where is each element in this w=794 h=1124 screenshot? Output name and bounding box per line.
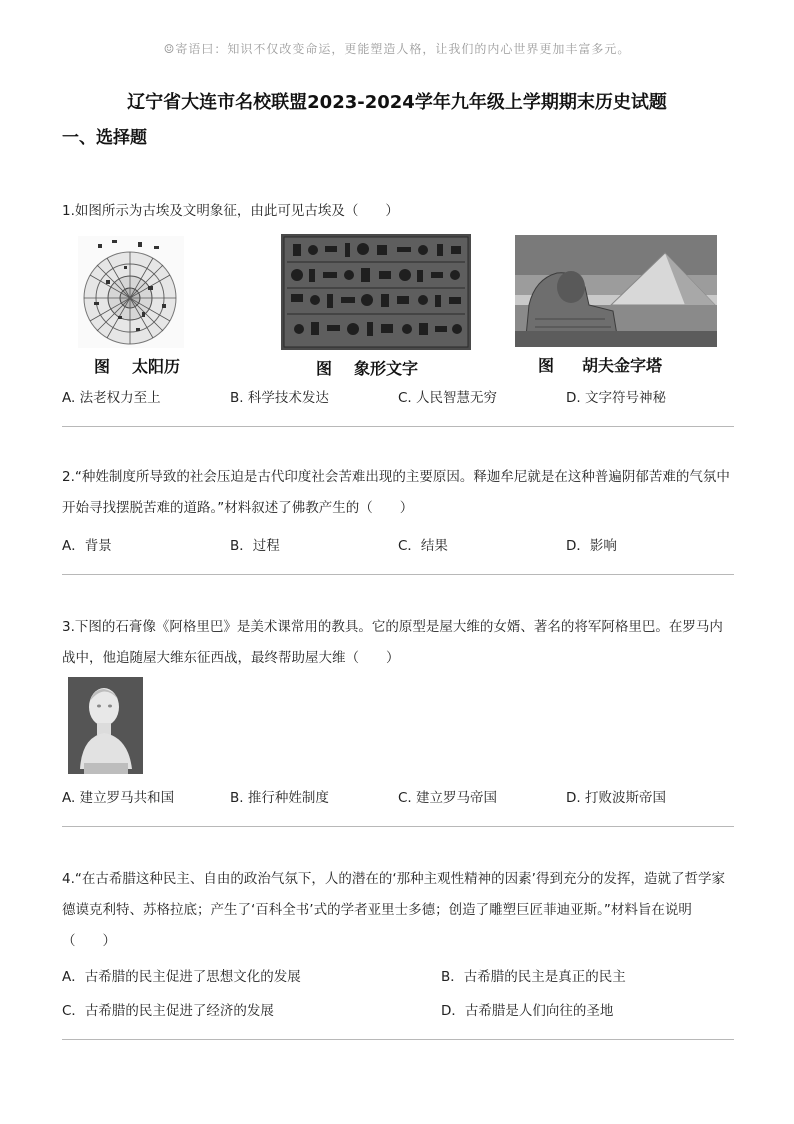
q4-option-a[interactable]: A．古希腊的民主促进了思想文化的发展	[62, 969, 301, 985]
section-heading: 一、选择题	[62, 128, 147, 148]
page-title: 辽宁省大连市名校联盟2023-2024学年九年级上学期期末历史试题	[127, 92, 667, 113]
q3-option-d[interactable]: D. 打败波斯帝国	[566, 790, 666, 806]
q3-option-b[interactable]: B. 推行种姓制度	[230, 790, 329, 806]
figure-1-caption-prefix: 图	[94, 357, 111, 376]
q4-option-d[interactable]: D．古希腊是人们向往的圣地	[441, 1003, 614, 1019]
q2-option-d[interactable]: D．影响	[566, 538, 617, 554]
plaster-bust-image	[68, 677, 143, 774]
figure-3-caption-prefix: 图	[538, 356, 555, 375]
q1-option-a[interactable]: A. 法老权力至上	[62, 390, 161, 406]
figure-2-caption-label: 象形文字	[354, 359, 419, 378]
q1-option-d[interactable]: D. 文字符号神秘	[566, 390, 666, 406]
divider	[62, 826, 734, 827]
hieroglyph-tablet-image	[281, 234, 471, 350]
solar-calendar-image	[78, 236, 184, 348]
q2-option-a[interactable]: A．背景	[62, 538, 112, 554]
q4-option-b[interactable]: B．古希腊的民主是真正的民主	[441, 969, 626, 985]
q1-option-b[interactable]: B. 科学技术发达	[230, 390, 329, 406]
figure-2-caption	[316, 356, 418, 379]
q3-option-c[interactable]: C. 建立罗马帝国	[398, 790, 498, 806]
question-4-stem: 4.“在古希腊这种民主、自由的政治气氛下，人的潜在的‘那种主观性精神的因素’得到充分的发挥，造就了哲学家德谟克利特、苏格拉底；产生了‘百科全书’式的学者亚里士多德；创造了雕塑巨匠菲迪亚斯。”材料旨在说明（ ）	[62, 871, 725, 949]
motto-text: ☺寄语曰：知识不仅改变命运，更能塑造人格，让我们的内心世界更加丰富多元。	[163, 42, 631, 56]
figure-3-caption	[538, 353, 662, 376]
q4-option-c[interactable]: C．古希腊的民主促进了经济的发展	[62, 1003, 274, 1019]
figure-3-caption-label: 胡夫金字塔	[582, 356, 663, 375]
q3-option-a[interactable]: A. 建立罗马共和国	[62, 790, 175, 806]
divider	[62, 426, 734, 427]
q2-option-c[interactable]: C．结果	[398, 538, 448, 554]
question-1-stem: 1.如图所示为古埃及文明象征，由此可见古埃及（ ）	[62, 203, 399, 219]
figure-1-caption-label: 太阳历	[132, 357, 181, 376]
figure-2-caption-prefix: 图	[316, 359, 333, 378]
divider	[62, 1039, 734, 1040]
divider	[62, 574, 734, 575]
q1-option-c[interactable]: C. 人民智慧无穷	[398, 390, 498, 406]
q2-option-b[interactable]: B．过程	[230, 538, 280, 554]
figure-1-caption	[94, 354, 180, 377]
question-2-stem: 2.“种姓制度所导致的社会压迫是古代印度社会苦难出现的主要原因。释迦牟尼就是在这种普遍阴郁苦难的气氛中开始寻找摆脱苦难的道路。”材料叙述了佛教产生的（ ）	[62, 469, 730, 516]
question-3-stem: 3.下图的石膏像《阿格里巴》是美术课常用的教具。它的原型是屋大维的女婿、著名的将军阿格里巴。在罗马内战中，他追随屋大维东征西战，最终帮助屋大维（ ）	[62, 619, 723, 666]
pyramid-sphinx-image	[515, 235, 717, 347]
